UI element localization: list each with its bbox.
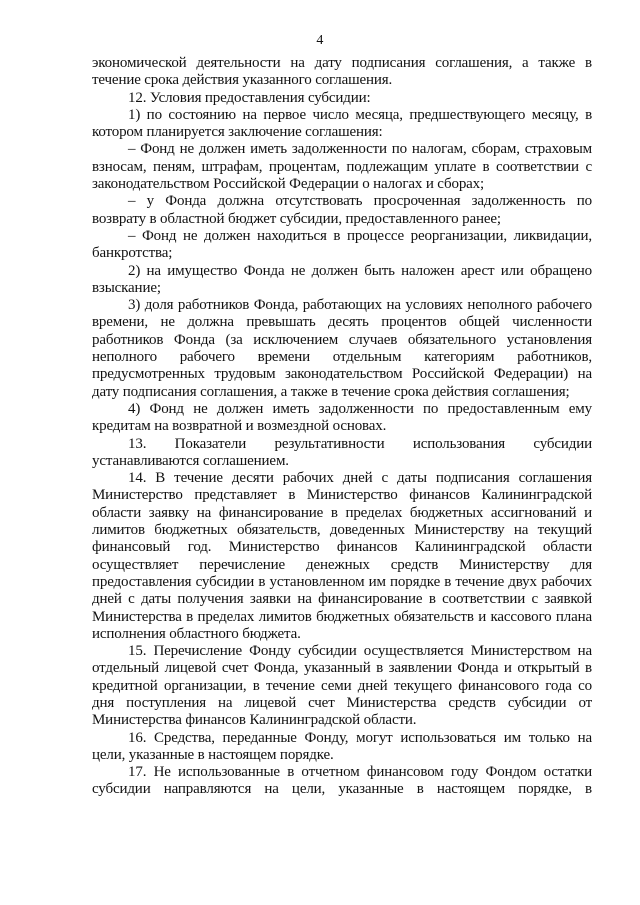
document-body	[92, 55, 592, 799]
paragraph-17: 17. Не использованные в отчетном финансовом году Фондом остатки субсидии направляются на цели, указанные в настоящем порядке, в	[92, 764, 592, 798]
paragraph-12-3: 3) доля работников Фонда, работающих на условиях неполного рабочего времени, не должна превышать десять процентов общей численности работников Фонда (за исключением случаев обязательного установления неполного рабочего времени отдельным категориям работников, предусмотренных трудовым законодательством Российской Федерации) на дату подписания соглашения, а также в течение срока действия соглашения;	[92, 297, 592, 400]
paragraph-12-4: 4) Фонд не должен иметь задолженности по предоставленным ему кредитам на возвратной и возмездной основах.	[92, 400, 592, 435]
paragraph-14: 14. В течение десяти рабочих дней с даты подписания соглашения Министерство представляет в Министерство финансов Калининградской области заявку на финансирование в пределах бюджетных ассигнований и лимитов бюджетных обязательств, доведенных Министерству на текущий финансовый год. Министерство финансов Калининградской области осуществляет перечисление денежных средств Министерству для предоставления субсидии в установленном им порядке в течение двух рабочих дней с даты получения заявки на финансирование в соответствии с заявкой Министерства в пределах лимитов бюджетных обязательств и кассового плана исполнения областного бюджета.	[92, 470, 592, 642]
paragraph-12-1: 1) по состоянию на первое число месяца, предшествующего месяцу, в котором планируется заключение соглашения:	[92, 106, 592, 141]
paragraph-12-2: 2) на имущество Фонда не должен быть наложен арест или обращено взыскание;	[92, 262, 592, 296]
paragraph-12-1-b: – у Фонда должна отсутствовать просроченная задолженность по возврату в областной бюджет субсидии, предоставленного ранее;	[92, 193, 592, 227]
paragraph-12: 12. Условия предоставления субсидии:	[128, 89, 371, 106]
paragraph-13: 13. Показатели результативности использования субсидии устанавливаются соглашением.	[92, 435, 592, 469]
paragraph-12-1-a: – Фонд не должен иметь задолженности по налогам, сборам, страховым взносам, пеням, штрафам, процентам, подлежащим уплате в соответствии с законодательством Российской Федерации о налогах и сборах;	[92, 141, 592, 193]
paragraph-12-1-c: – Фонд не должен находиться в процессе реорганизации, ликвидации, банкротства;	[92, 227, 592, 262]
paragraph-15: 15. Перечисление Фонду субсидии осуществляется Министерством на отдельный лицевой счет Фонда, указанный в заявлении Фонда и открытый в кредитной организации, в течение семи дней текущего финансового года со дня поступления на лицевой счет Министерства средств субсидии от Министерства финансов Калининградской области.	[92, 643, 592, 729]
paragraph-continuation: экономической деятельности на дату подписания соглашения, а также в течение срока действия указанного соглашения.	[92, 55, 592, 89]
paragraph-16: 16. Средства, переданные Фонду, могут использоваться им только на цели, указанные в настоящем порядке.	[92, 729, 592, 763]
page-number: 4	[316, 33, 324, 48]
